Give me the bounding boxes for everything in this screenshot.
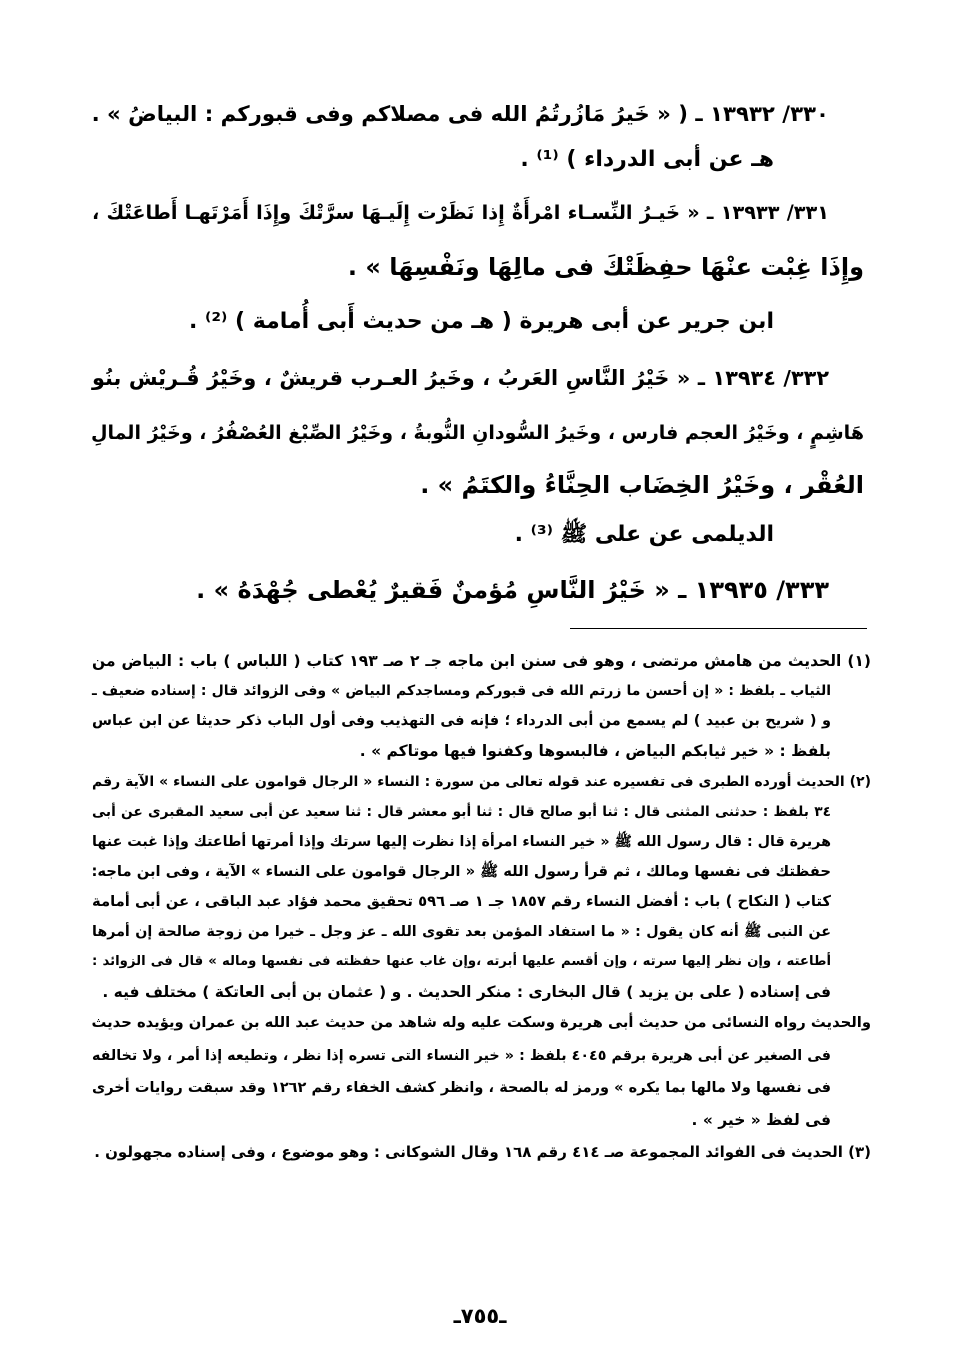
footnote-1-line-3: و ( شريح بن عبيد ) لم يسمع من أبى الدرداء ؛ فإنه فى التهذيب وفى أول الباب ذكر حديثا عن ابن عباس	[92, 713, 831, 729]
footnote-2-line-10: فى الصغير عن أبى هريرة برقم ٤٠٤٥ بلفظ : « خير النساء التى تسره إذا نظر ، وتطيعه إذا أمر ، ولا تخالفه	[92, 1048, 832, 1064]
footnote-2-line-12: فى لفظ « خير » .	[691, 1111, 831, 1129]
footnote-2-line-4: حفظتك فى نفسها ومالك ، ثم قرأ رسول الله ﷺ « الرجال قوامون على النساء » الآية ، وفى ابن ماجه:	[91, 863, 831, 880]
footnote-separator	[570, 628, 867, 629]
footnote-2-line-1: (٢) الحديث أورده الطبرى فى تفسيره عند قوله تعالى من سورة : النساء « الرجال قوامون على النساء » الآية رقم	[92, 774, 871, 790]
hadith-332-line-3: العُقْر ، وخَيْرُ الخِضَاب الحِنَّاءُ والكتَمُ » .	[420, 471, 864, 499]
hadith-331-line-2: وإِذَا غِبْت عنْهَا حفِظَتْكَ فى مالِهَا ونَفْسِهَا » .	[347, 253, 864, 281]
hadith-330-text: ٣٣٠/ ١٣٩٣٢ ـ ( « خَيرُ مَازُرتُمُ الله فى مصلاكم وفى قبوركم : البياضُ » .	[91, 102, 829, 127]
hadith-333-text: ٣٣٣/ ١٣٩٣٥ ـ « خَيْرُ النَّاسِ مُؤمنٌ فَقيرٌ يُعْطى جُهْدَهُ » .	[196, 576, 829, 604]
footnote-2-line-9: والحديث رواه النسائى من حديث أبى هريرة وسكت عليه وله شاهد من حديث عبد الله بن عمران ويؤيده حديث	[91, 1014, 871, 1031]
hadith-330-source: هـ عن أبى الدرداء ) ⁽¹⁾ .	[520, 147, 774, 172]
hadith-331-source: ابن جرير عن أبى هريرة ( هـ من حديث أَبى أُمامة ) ⁽²⁾ .	[189, 309, 774, 334]
page-number: ـ٧٥٥ـ	[453, 1304, 507, 1328]
footnote-1-line-4: بلفظ : « خير ثيابكم البياض ، فالبسوها وكفنوا فيها موتاكم » .	[359, 742, 831, 760]
footnote-1-line-1: (١) الحديث من هامش مرتضى ، وهو فى سنن ابن ماجه جـ ٢ صـ ١٩٣ كتاب ( اللباس ) باب : البياض من	[92, 652, 871, 670]
hadith-331-line-1: ٣٣١/ ١٣٩٣٣ ـ « خَيـرُ النِّسـاء امْرأَةٌ إِذا نَظَرْت إِلَيـهَا سرَّتْكَ وإِذَا أَمَرْتَهـا أَطاعَتْكَ ،	[92, 201, 829, 224]
footnote-2-line-5: كتاب ( النكاح ) باب : أفضل النساء رقم ١٨٥٧ جـ ١ صـ ٥٩٦ تحقيق محمد فؤاد عبد الباقى ، عن أبى أمامة	[92, 893, 831, 910]
footnote-2-line-6: عن النبى ﷺ أنه كان يقول : « ما استفاد المؤمن بعد تقوى الله ـ عز وجل ـ خيرا من زوجة صالحة إن أمرها	[92, 924, 831, 940]
footnote-2-line-7: أطاعته ، وإن نظر إليها سرته ، وإن أقسم عليها أبرته ،وإن غاب عنها حفظته فى نفسها وماله » قال فى الزوائد :	[92, 954, 831, 969]
hadith-332-line-1: ٣٣٢/ ١٣٩٣٤ ـ « خَيْرُ النَّاسِ العَربُ ، وخَيرُ العـرب قريشٌ ، وخَيْرُ قُـريْش بنُو	[92, 366, 829, 390]
footnote-1-line-2: الثياب ـ بلفظ : « إن أحسن ما زرتم الله فى قبوركم ومساجدكم البياض » وفى الزوائد قال : إسناده ضعيف ـ	[92, 683, 831, 699]
footnote-2-line-11: فى نفسها ولا مالها بما يكره » ورمز له بالصحة ، وانظر كشف الخفاء رقم ١٢٦٢ وقد سبقت روايات أخرى	[92, 1080, 831, 1096]
footnote-2-line-8: فى إسناده ( على بن يزيد ) قال البخارى : منكر الحديث . و ( عثمان بن أبى العاتكة ) مختلف فيه .	[102, 983, 831, 1001]
hadith-332-line-2: هَاشِمٍ ، وخَيْرُ العجم فارس ، وخَيرُ السُّودانِ النُّوبةُ ، وخَيْرُ الصِّبْغ العُصْفُرُ ، وخَيْرُ المالِ	[90, 422, 864, 444]
footnote-3-line-1: (٣) الحديث فى الفوائد المجموعة صـ ٤١٤ رقم ١٦٨ وقال الشوكانى : وهو موضوع ، وفى إسناده مجهولون .	[94, 1143, 871, 1161]
hadith-332-source: الديلمى عن على ﷺ ⁽³⁾ .	[514, 522, 774, 547]
footnote-2-line-3: هريرة قال : قال رسول الله ﷺ « خير النساء امرأة إذا نظرت إليها سرتك وإذا أمرتها أطاعتك وإذا غبت عنها	[92, 834, 831, 850]
footnote-2-line-2: ٣٤ بلفظ : حدثنى المثنى قال : ثنا أبو صالح قال : ثنا أبو معشر قال : ثنا سعيد عن أبى سعيد المقبرى عن أبى	[92, 804, 831, 820]
